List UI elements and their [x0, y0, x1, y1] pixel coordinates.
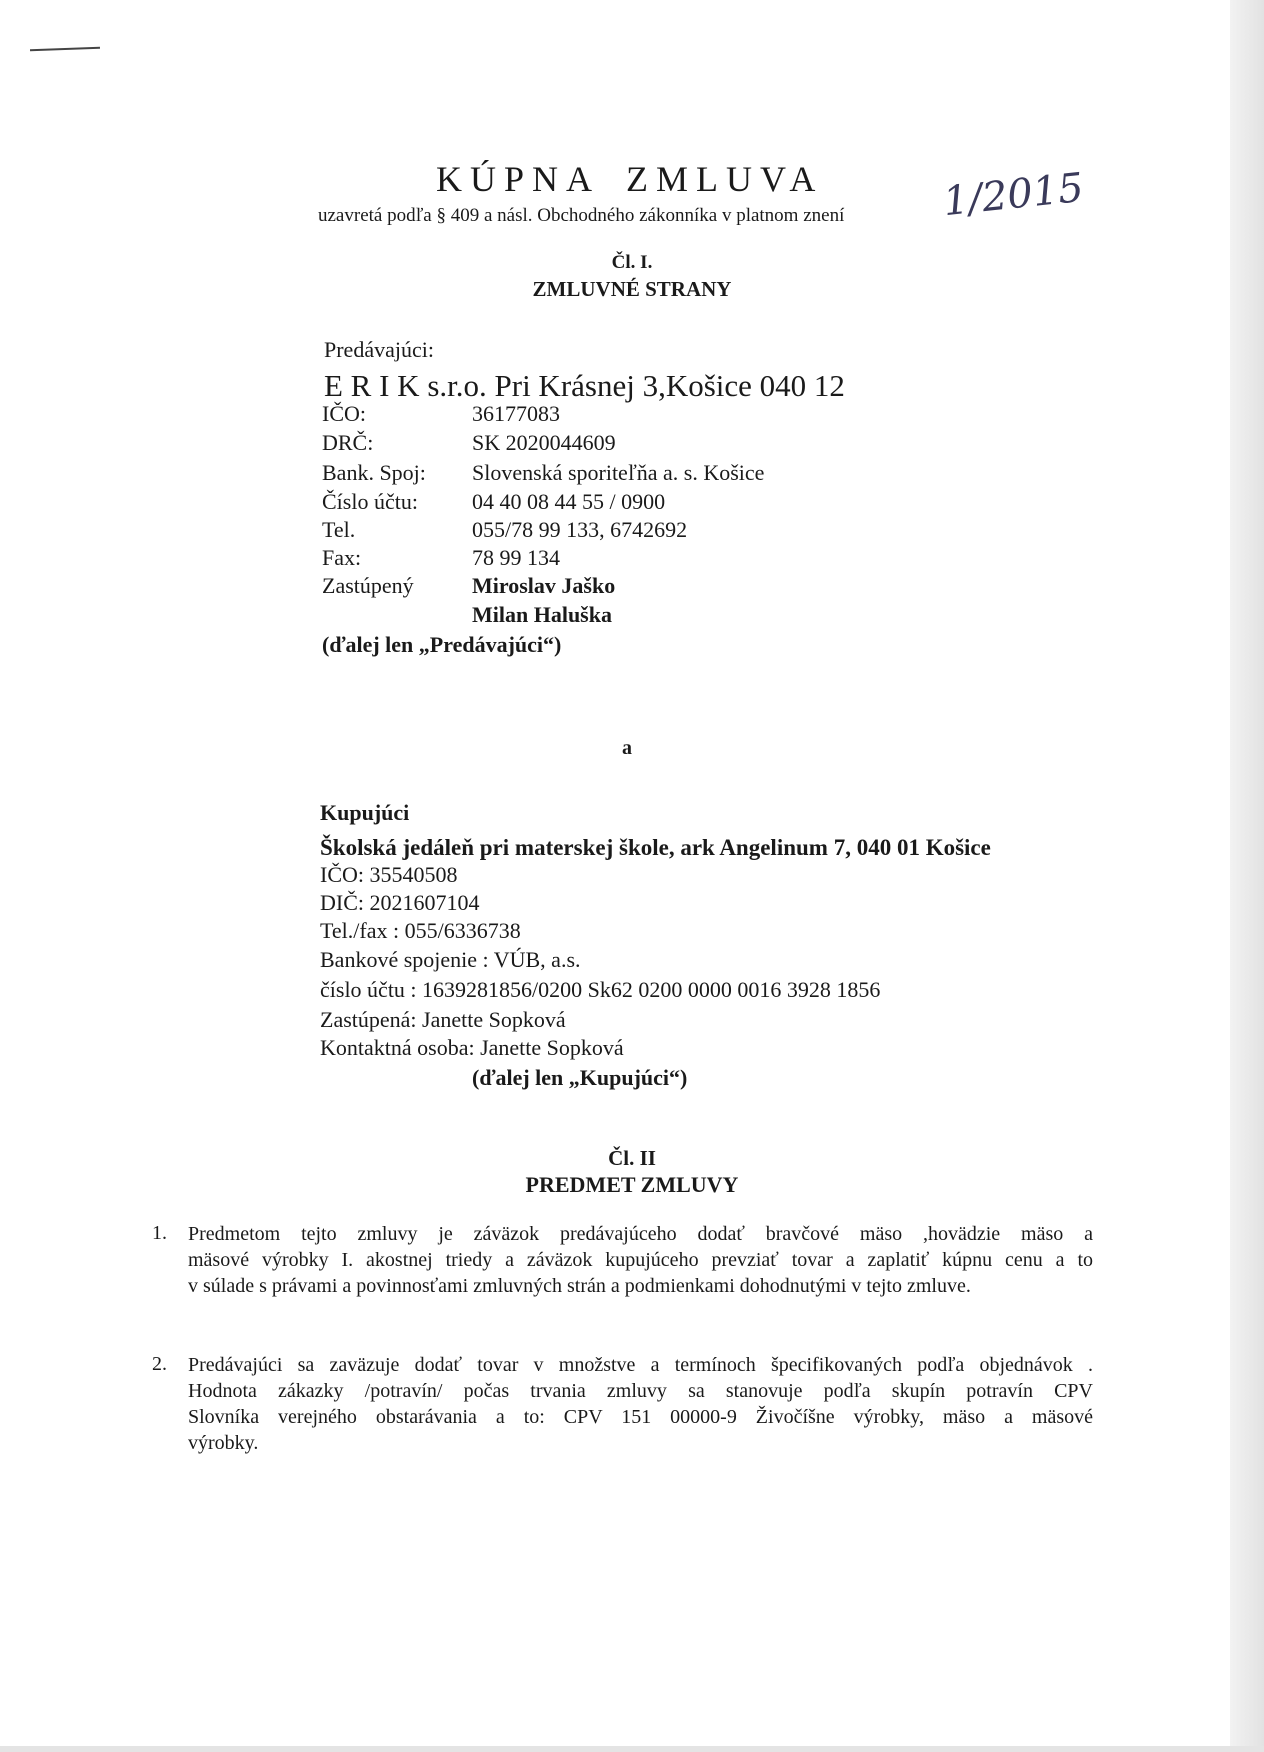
seller-label: Predávajúci:: [324, 337, 434, 362]
clause-number: 2.: [152, 1353, 167, 1375]
clause-line: Slovníka verejného obstarávania a to: CPV 151 00000-9 Živočíšne výrobky, mäso a mäsové: [188, 1406, 1093, 1428]
scan-mark: [30, 47, 100, 51]
buyer-designation: (ďalej len „Kupujúci“): [472, 1065, 688, 1090]
article-2-heading: PREDMET ZMLUVY: [525, 1172, 739, 1197]
article-2-number: Čl. II: [608, 1146, 656, 1170]
clause-line: Predávajúci sa zaväzuje dodať tovar v množstve a termínoch špecifikovaných podľa objednávok .: [188, 1354, 1093, 1376]
clause-line: mäsové výrobky I. akostnej triedy a záväzok kupujúceho prevziať tovar a zaplatiť kúpnu cenu a to: [188, 1249, 1093, 1271]
title-word-1: KÚPNA: [436, 159, 601, 199]
buyer-line: Zastúpená: Janette Sopková: [320, 1007, 566, 1032]
seller-row-value: Slovenská sporiteľňa a. s. Košice: [472, 460, 765, 485]
scan-edge-bottom: [0, 1746, 1264, 1752]
buyer-label: Kupujúci: [320, 800, 410, 825]
seller-representative: Miroslav Jaško: [472, 573, 616, 598]
document-subtitle: uzavretá podľa § 409 a násl. Obchodného zákonníka v platnom znení: [318, 205, 845, 226]
buyer-line: Kontaktná osoba: Janette Sopková: [320, 1035, 624, 1060]
handwritten-contract-number: 1/2015: [940, 164, 1086, 226]
seller-row-label: Zastúpený: [322, 573, 414, 598]
clause-line: Hodnota zákazky /potravín/ počas trvania zmluvy sa stanovuje podľa skupín potravín CPV: [188, 1380, 1093, 1402]
buyer-name: Školská jedáleň pri materskej škole, ark Angelinum 7, 040 01 Košice: [320, 835, 991, 860]
seller-row-label: Tel.: [322, 517, 356, 542]
seller-row-value: 36177083: [472, 401, 560, 426]
clause-1: [188, 1221, 1093, 1299]
seller-row-label: Číslo účtu:: [322, 489, 418, 514]
seller-row-label: Fax:: [322, 545, 362, 570]
seller-row-value: 04 40 08 44 55 / 0900: [472, 489, 666, 514]
conjunction: a: [622, 737, 632, 759]
buyer-line: Bankové spojenie : VÚB, a.s.: [320, 947, 581, 972]
seller-row-label: IČO:: [322, 401, 366, 426]
buyer-line: IČO: 35540508: [320, 862, 458, 887]
seller-representative: Milan Haluška: [472, 602, 612, 627]
document-title: [436, 158, 823, 200]
seller-row-label: DRČ:: [322, 430, 374, 455]
seller-name: E R I K s.r.o. Pri Krásnej 3,Košice 040 12: [324, 368, 845, 403]
clause-2: [188, 1352, 1093, 1456]
seller-designation: (ďalej len „Predávajúci“): [322, 632, 562, 657]
buyer-line: číslo účtu : 1639281856/0200 Sk62 0200 0000 0016 3928 1856: [320, 977, 881, 1002]
clause-line: Predmetom tejto zmluvy je záväzok predávajúceho dodať bravčové mäso ,hovädzie mäso a: [188, 1223, 1093, 1245]
buyer-line: Tel./fax : 055/6336738: [320, 918, 521, 943]
clause-line: v súlade s právami a povinnosťami zmluvných strán a podmienkami dohodnutými v tejto zmluve.: [188, 1275, 971, 1297]
clause-line: výrobky.: [188, 1432, 259, 1454]
title-word-2: ZMLUVA: [626, 159, 824, 199]
seller-row-label: Bank. Spoj:: [322, 460, 426, 485]
seller-row-value: 055/78 99 133, 6742692: [472, 517, 688, 542]
seller-row-value: 78 99 134: [472, 545, 560, 570]
article-1-number: Čl. I.: [611, 252, 653, 273]
article-1-heading: ZMLUVNÉ STRANY: [532, 277, 732, 301]
seller-row-value: SK 2020044609: [472, 430, 616, 455]
clause-number: 1.: [152, 1222, 167, 1244]
buyer-line: DIČ: 2021607104: [320, 890, 480, 915]
